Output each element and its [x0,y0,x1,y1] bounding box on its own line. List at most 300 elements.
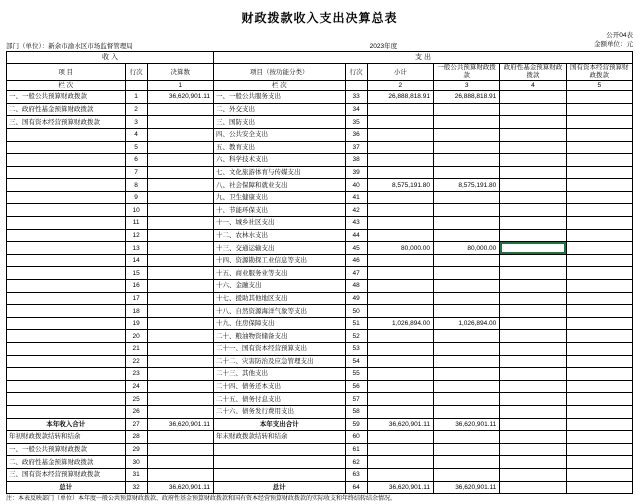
income-item-cell[interactable] [7,179,126,192]
expense-general-budget-cell[interactable] [433,343,499,356]
expense-general-budget-cell[interactable] [433,443,499,456]
expense-subtotal-cell[interactable]: 36,620,901.11 [367,481,433,494]
income-item-cell[interactable]: 一、一般公共预算财政拨款 [7,443,126,456]
expense-gov-fund-cell[interactable] [500,405,566,418]
income-item-cell[interactable]: 年初财政拨款结转和结余 [7,431,126,444]
table-row [7,418,633,431]
expense-subtotal-cell[interactable]: 8,575,191.80 [367,179,433,192]
bar-index-row [7,81,633,91]
expense-item-cell[interactable]: 九、卫生健康支出 [213,191,345,204]
expense-gov-fund-cell[interactable] [500,317,566,330]
expense-item-cell[interactable]: 二十一、国有资本经营预算支出 [213,343,345,356]
income-item-cell[interactable] [7,204,126,217]
table-row [7,217,633,230]
income-amount-cell[interactable] [147,292,213,305]
expense-state-capital-cell[interactable] [566,116,632,129]
expense-item-cell[interactable]: 七、文化旅游体育与传媒支出 [213,166,345,179]
expense-general-budget-cell[interactable] [433,456,499,469]
expense-gov-fund-cell[interactable] [500,154,566,167]
expense-gov-fund-cell[interactable] [500,267,566,280]
expense-state-capital-cell[interactable] [566,355,632,368]
expense-line-cell[interactable]: 34 [345,103,367,116]
income-amount-cell[interactable] [147,355,213,368]
income-line-cell[interactable]: 21 [125,343,147,356]
expense-item-cell[interactable]: 十一、城乡社区支出 [213,217,345,230]
expense-gov-fund-cell[interactable] [500,330,566,343]
expense-line-cell[interactable]: 47 [345,267,367,280]
income-line-cell[interactable]: 2 [125,103,147,116]
income-item-cell[interactable] [7,267,126,280]
expense-line-cell[interactable]: 43 [345,217,367,230]
table-row [7,330,633,343]
income-item-cell[interactable] [7,229,126,242]
expense-item-cell[interactable]: 十二、农林水支出 [213,229,345,242]
income-line-cell[interactable]: 10 [125,204,147,217]
income-line-cell[interactable]: 1 [125,91,147,104]
income-item-cell[interactable] [7,128,126,141]
table-row [7,355,633,368]
expense-general-budget-cell[interactable] [433,154,499,167]
expense-general-budget-cell[interactable]: 26,888,818.91 [433,91,499,104]
income-line-cell[interactable]: 15 [125,267,147,280]
expense-general-budget-cell[interactable] [433,204,499,217]
income-amount-cell[interactable] [147,393,213,406]
expense-state-capital-cell[interactable] [566,468,632,481]
expense-item-cell[interactable]: 二十四、债务还本支出 [213,380,345,393]
expense-state-capital-cell[interactable] [566,456,632,469]
expense-general-budget-cell[interactable] [433,267,499,280]
expense-state-capital-cell[interactable] [566,292,632,305]
expense-line-cell[interactable]: 61 [345,443,367,456]
expense-general-budget-cell[interactable] [433,217,499,230]
expense-gov-fund-cell[interactable] [500,368,566,381]
expense-line-cell[interactable]: 45 [345,242,367,255]
expense-subtotal-cell[interactable] [367,368,433,381]
income-item-cell[interactable] [7,405,126,418]
bar-idx-2: 2 [367,81,433,91]
expense-subtotal-cell[interactable]: 80,000.00 [367,242,433,255]
income-line-cell[interactable]: 24 [125,380,147,393]
income-item-cell[interactable] [7,154,126,167]
expense-gov-fund-cell[interactable] [500,393,566,406]
col-header-income-line: 行次 [125,64,147,81]
expense-line-cell[interactable]: 51 [345,317,367,330]
expense-subtotal-cell[interactable] [367,154,433,167]
expense-gov-fund-cell[interactable] [500,128,566,141]
side-header-row [7,51,633,64]
expense-state-capital-cell[interactable] [566,103,632,116]
income-line-cell[interactable]: 26 [125,405,147,418]
expense-subtotal-cell[interactable] [367,103,433,116]
income-line-cell[interactable]: 17 [125,292,147,305]
expense-item-cell[interactable]: 二十二、灾害防治及应急管理支出 [213,355,345,368]
income-line-cell[interactable]: 16 [125,280,147,293]
expense-subtotal-cell[interactable]: 26,888,818.91 [367,91,433,104]
expense-general-budget-cell[interactable] [433,393,499,406]
expense-state-capital-cell[interactable] [566,343,632,356]
expense-gov-fund-cell[interactable] [500,418,566,431]
income-amount-cell[interactable] [147,254,213,267]
income-item-cell[interactable] [7,355,126,368]
income-line-cell[interactable]: 13 [125,242,147,255]
expense-item-cell[interactable]: 十四、资源勘探工业信息等支出 [213,254,345,267]
expense-subtotal-cell[interactable] [367,128,433,141]
income-amount-cell[interactable] [147,229,213,242]
expense-subtotal-cell[interactable] [367,405,433,418]
expense-gov-fund-cell[interactable] [500,443,566,456]
income-item-cell[interactable] [7,254,126,267]
expense-gov-fund-cell[interactable] [500,103,566,116]
expense-item-cell[interactable]: 十七、援助其他地区支出 [213,292,345,305]
expense-item-cell[interactable]: 二十五、债务付息支出 [213,393,345,406]
income-line-cell[interactable]: 32 [125,481,147,494]
expense-line-cell[interactable]: 58 [345,405,367,418]
income-item-cell[interactable]: 本年收入合计 [7,418,126,431]
income-item-cell[interactable] [7,292,126,305]
expense-line-cell[interactable]: 40 [345,179,367,192]
expense-item-cell[interactable]: 二十、粮油物资储备支出 [213,330,345,343]
expense-subtotal-cell[interactable] [367,191,433,204]
income-item-cell[interactable]: 总计 [7,481,126,494]
expense-subtotal-cell[interactable] [367,305,433,318]
income-item-cell[interactable] [7,330,126,343]
expense-line-cell[interactable]: 60 [345,431,367,444]
expense-item-cell[interactable]: 五、教育支出 [213,141,345,154]
expense-subtotal-cell[interactable] [367,254,433,267]
expense-state-capital-cell[interactable] [566,405,632,418]
income-item-cell[interactable] [7,242,126,255]
expense-line-cell[interactable]: 54 [345,355,367,368]
expense-state-capital-cell[interactable] [566,191,632,204]
expense-general-budget-cell[interactable] [433,229,499,242]
expense-subtotal-cell[interactable]: 36,620,901.11 [367,418,433,431]
expense-item-cell[interactable]: 六、科学技术支出 [213,154,345,167]
expense-general-budget-cell[interactable] [433,103,499,116]
expense-line-cell[interactable]: 36 [345,128,367,141]
income-item-cell[interactable] [7,141,126,154]
expense-gov-fund-cell[interactable] [500,280,566,293]
expense-line-cell[interactable]: 46 [345,254,367,267]
expense-state-capital-cell[interactable] [566,330,632,343]
expense-gov-fund-cell[interactable] [500,355,566,368]
income-line-cell[interactable]: 27 [125,418,147,431]
income-amount-cell[interactable] [147,405,213,418]
income-line-cell[interactable]: 31 [125,468,147,481]
expense-item-cell[interactable]: 十三、交通运输支出 [213,242,345,255]
expense-state-capital-cell[interactable] [566,154,632,167]
expense-general-budget-cell[interactable] [433,141,499,154]
income-item-cell[interactable] [7,368,126,381]
expense-subtotal-cell[interactable] [367,141,433,154]
expense-subtotal-cell[interactable] [367,393,433,406]
expense-item-cell[interactable]: 十九、住房保障支出 [213,317,345,330]
income-amount-cell[interactable] [147,305,213,318]
expense-item-cell[interactable]: 一、一般公共服务支出 [213,91,345,104]
expense-item-cell[interactable]: 四、公共安全支出 [213,128,345,141]
expense-subtotal-cell[interactable] [367,166,433,179]
expense-item-cell[interactable] [213,456,345,469]
expense-item-cell[interactable]: 十五、商业服务业等支出 [213,267,345,280]
expense-line-cell[interactable]: 37 [345,141,367,154]
expense-state-capital-cell[interactable] [566,481,632,494]
income-line-cell[interactable]: 25 [125,393,147,406]
expense-gov-fund-cell[interactable] [500,229,566,242]
expense-item-cell[interactable]: 年末财政拨款结转和结余 [213,431,345,444]
expense-general-budget-cell[interactable] [433,280,499,293]
expense-line-cell[interactable]: 41 [345,191,367,204]
expense-state-capital-cell[interactable] [566,280,632,293]
expense-subtotal-cell[interactable] [367,355,433,368]
expense-item-cell[interactable]: 十、节能环保支出 [213,204,345,217]
expense-line-cell[interactable]: 50 [345,305,367,318]
expense-general-budget-cell[interactable] [433,128,499,141]
expense-gov-fund-cell[interactable] [500,166,566,179]
expense-gov-fund-cell[interactable] [500,380,566,393]
income-item-cell[interactable] [7,393,126,406]
expense-state-capital-cell[interactable] [566,217,632,230]
expense-subtotal-cell[interactable] [367,217,433,230]
income-line-cell[interactable]: 6 [125,154,147,167]
expense-line-cell[interactable]: 52 [345,330,367,343]
expense-general-budget-cell[interactable]: 36,620,901.11 [433,418,499,431]
income-line-cell[interactable]: 4 [125,128,147,141]
expense-state-capital-cell[interactable] [566,317,632,330]
income-amount-cell[interactable] [147,242,213,255]
expense-line-cell[interactable]: 53 [345,343,367,356]
income-amount-cell[interactable] [147,191,213,204]
expense-subtotal-cell[interactable] [367,330,433,343]
expense-subtotal-cell[interactable]: 1,026,894.00 [367,317,433,330]
income-line-cell[interactable]: 18 [125,305,147,318]
expense-state-capital-cell[interactable] [566,443,632,456]
income-amount-cell[interactable] [147,204,213,217]
expense-state-capital-cell[interactable] [566,179,632,192]
expense-line-cell[interactable]: 39 [345,166,367,179]
income-amount-cell[interactable] [147,468,213,481]
income-amount-cell[interactable] [147,267,213,280]
expense-gov-fund-cell[interactable] [500,179,566,192]
expense-line-cell[interactable]: 59 [345,418,367,431]
income-item-cell[interactable] [7,380,126,393]
expense-line-cell[interactable]: 42 [345,204,367,217]
income-item-cell[interactable] [7,191,126,204]
income-amount-cell[interactable] [147,116,213,129]
expense-line-cell[interactable]: 62 [345,456,367,469]
income-line-cell[interactable]: 19 [125,317,147,330]
expense-line-cell[interactable]: 49 [345,292,367,305]
expense-line-cell[interactable]: 64 [345,481,367,494]
expense-general-budget-cell[interactable]: 1,026,894.00 [433,317,499,330]
expense-gov-fund-cell[interactable] [500,141,566,154]
expense-gov-fund-cell[interactable] [500,468,566,481]
income-line-cell[interactable]: 30 [125,456,147,469]
expense-general-budget-cell[interactable] [433,305,499,318]
expense-gov-fund-cell[interactable] [500,305,566,318]
expense-gov-fund-cell[interactable] [500,254,566,267]
expense-state-capital-cell[interactable] [566,431,632,444]
income-amount-cell[interactable] [147,154,213,167]
income-amount-cell[interactable] [147,166,213,179]
expense-item-cell[interactable] [213,443,345,456]
expense-gov-fund-cell[interactable] [500,481,566,494]
expense-general-budget-cell[interactable]: 80,000.00 [433,242,499,255]
income-item-cell[interactable] [7,166,126,179]
expense-subtotal-cell[interactable] [367,292,433,305]
expense-gov-fund-cell[interactable] [500,217,566,230]
expense-subtotal-cell[interactable] [367,380,433,393]
expense-state-capital-cell[interactable] [566,204,632,217]
income-line-cell[interactable]: 14 [125,254,147,267]
expense-state-capital-cell[interactable] [566,305,632,318]
expense-line-cell[interactable]: 63 [345,468,367,481]
expense-state-capital-cell[interactable] [566,393,632,406]
income-line-cell[interactable]: 5 [125,141,147,154]
expense-item-cell[interactable]: 十八、自然资源海洋气象等支出 [213,305,345,318]
expense-subtotal-cell[interactable] [367,431,433,444]
expense-subtotal-cell[interactable] [367,343,433,356]
expense-state-capital-cell[interactable] [566,229,632,242]
income-item-cell[interactable]: 一、一般公共预算财政拨款 [7,91,126,104]
expense-item-cell[interactable]: 三、国防支出 [213,116,345,129]
main-table [6,51,633,495]
income-amount-cell[interactable] [147,330,213,343]
income-item-cell[interactable]: 二、政府性基金预算财政拨款 [7,456,126,469]
expense-item-cell[interactable] [213,468,345,481]
income-amount-cell[interactable]: 36,620,901.11 [147,418,213,431]
expense-line-cell[interactable]: 33 [345,91,367,104]
income-amount-cell[interactable] [147,343,213,356]
income-line-cell[interactable]: 23 [125,368,147,381]
income-item-cell[interactable] [7,280,126,293]
income-amount-cell[interactable]: 36,620,901.11 [147,91,213,104]
income-line-cell[interactable]: 20 [125,330,147,343]
expense-state-capital-cell[interactable] [566,380,632,393]
income-line-cell[interactable]: 28 [125,431,147,444]
income-amount-cell[interactable] [147,431,213,444]
expense-subtotal-cell[interactable] [367,229,433,242]
expense-subtotal-cell[interactable] [367,468,433,481]
expense-item-cell[interactable]: 本年支出合计 [213,418,345,431]
expense-item-cell[interactable]: 总计 [213,481,345,494]
table-row [7,468,633,481]
expense-item-cell[interactable]: 二十六、债务发行费用支出 [213,405,345,418]
expense-subtotal-cell[interactable] [367,267,433,280]
income-item-cell[interactable]: 二、政府性基金预算财政拨款 [7,103,126,116]
expense-subtotal-cell[interactable] [367,116,433,129]
expense-state-capital-cell[interactable] [566,267,632,280]
expense-general-budget-cell[interactable] [433,254,499,267]
expense-gov-fund-cell[interactable] [500,242,566,255]
expense-general-budget-cell[interactable] [433,368,499,381]
income-line-cell[interactable]: 8 [125,179,147,192]
expense-general-budget-cell[interactable] [433,292,499,305]
expense-item-cell[interactable]: 二十三、其他支出 [213,368,345,381]
income-item-cell[interactable]: 三、国有资本经营预算财政拨款 [7,468,126,481]
income-item-cell[interactable] [7,217,126,230]
income-line-cell[interactable]: 22 [125,355,147,368]
expense-general-budget-cell[interactable] [433,166,499,179]
expense-state-capital-cell[interactable] [566,141,632,154]
expense-general-budget-cell[interactable] [433,191,499,204]
expense-item-cell[interactable]: 八、社会保障和就业支出 [213,179,345,192]
expense-line-cell[interactable]: 55 [345,368,367,381]
expense-general-budget-cell[interactable] [433,431,499,444]
expense-subtotal-cell[interactable] [367,456,433,469]
expense-state-capital-cell[interactable] [566,91,632,104]
income-amount-cell[interactable] [147,280,213,293]
expense-general-budget-cell[interactable]: 8,575,191.80 [433,179,499,192]
income-line-cell[interactable]: 3 [125,116,147,129]
income-item-cell[interactable] [7,343,126,356]
income-item-cell[interactable]: 三、国有资本经营预算财政拨款 [7,116,126,129]
income-item-cell[interactable] [7,305,126,318]
expense-line-cell[interactable]: 57 [345,393,367,406]
expense-line-cell[interactable]: 35 [345,116,367,129]
expense-gov-fund-cell[interactable] [500,91,566,104]
expense-subtotal-cell[interactable] [367,280,433,293]
income-amount-cell[interactable] [147,317,213,330]
income-amount-cell[interactable] [147,141,213,154]
expense-general-budget-cell[interactable] [433,405,499,418]
expense-state-capital-cell[interactable] [566,242,632,255]
income-line-cell[interactable]: 9 [125,191,147,204]
expense-line-cell[interactable]: 48 [345,280,367,293]
expense-general-budget-cell[interactable] [433,380,499,393]
expense-gov-fund-cell[interactable] [500,116,566,129]
page-title: 财政拨款收入支出决算总表 [241,11,398,25]
expense-general-budget-cell[interactable] [433,116,499,129]
income-amount-cell[interactable] [147,368,213,381]
expense-general-budget-cell[interactable] [433,330,499,343]
income-line-cell[interactable]: 7 [125,166,147,179]
expense-state-capital-cell[interactable] [566,166,632,179]
income-line-cell[interactable]: 12 [125,229,147,242]
table-row [7,242,633,255]
expense-item-cell[interactable]: 二、外交支出 [213,103,345,116]
expense-state-capital-cell[interactable] [566,128,632,141]
expense-general-budget-cell[interactable] [433,468,499,481]
income-amount-cell[interactable] [147,179,213,192]
expense-subtotal-cell[interactable] [367,443,433,456]
expense-gov-fund-cell[interactable] [500,343,566,356]
income-item-cell[interactable] [7,317,126,330]
income-amount-cell[interactable] [147,217,213,230]
expense-line-cell[interactable]: 56 [345,380,367,393]
expense-line-cell[interactable]: 44 [345,229,367,242]
expense-subtotal-cell[interactable] [367,204,433,217]
expense-state-capital-cell[interactable] [566,418,632,431]
expense-gov-fund-cell[interactable] [500,292,566,305]
income-line-cell[interactable]: 29 [125,443,147,456]
expense-gov-fund-cell[interactable] [500,431,566,444]
expense-item-cell[interactable]: 十六、金融支出 [213,280,345,293]
income-amount-cell[interactable] [147,128,213,141]
expense-state-capital-cell[interactable] [566,368,632,381]
expense-general-budget-cell[interactable]: 36,620,901.11 [433,481,499,494]
income-amount-cell[interactable] [147,103,213,116]
income-amount-cell[interactable] [147,443,213,456]
expense-gov-fund-cell[interactable] [500,204,566,217]
expense-general-budget-cell[interactable] [433,355,499,368]
expense-gov-fund-cell[interactable] [500,456,566,469]
income-amount-cell[interactable] [147,456,213,469]
expense-gov-fund-cell[interactable] [500,191,566,204]
income-amount-cell[interactable]: 36,620,901.11 [147,481,213,494]
income-amount-cell[interactable] [147,380,213,393]
income-line-cell[interactable]: 11 [125,217,147,230]
expense-line-cell[interactable]: 38 [345,154,367,167]
expense-state-capital-cell[interactable] [566,254,632,267]
